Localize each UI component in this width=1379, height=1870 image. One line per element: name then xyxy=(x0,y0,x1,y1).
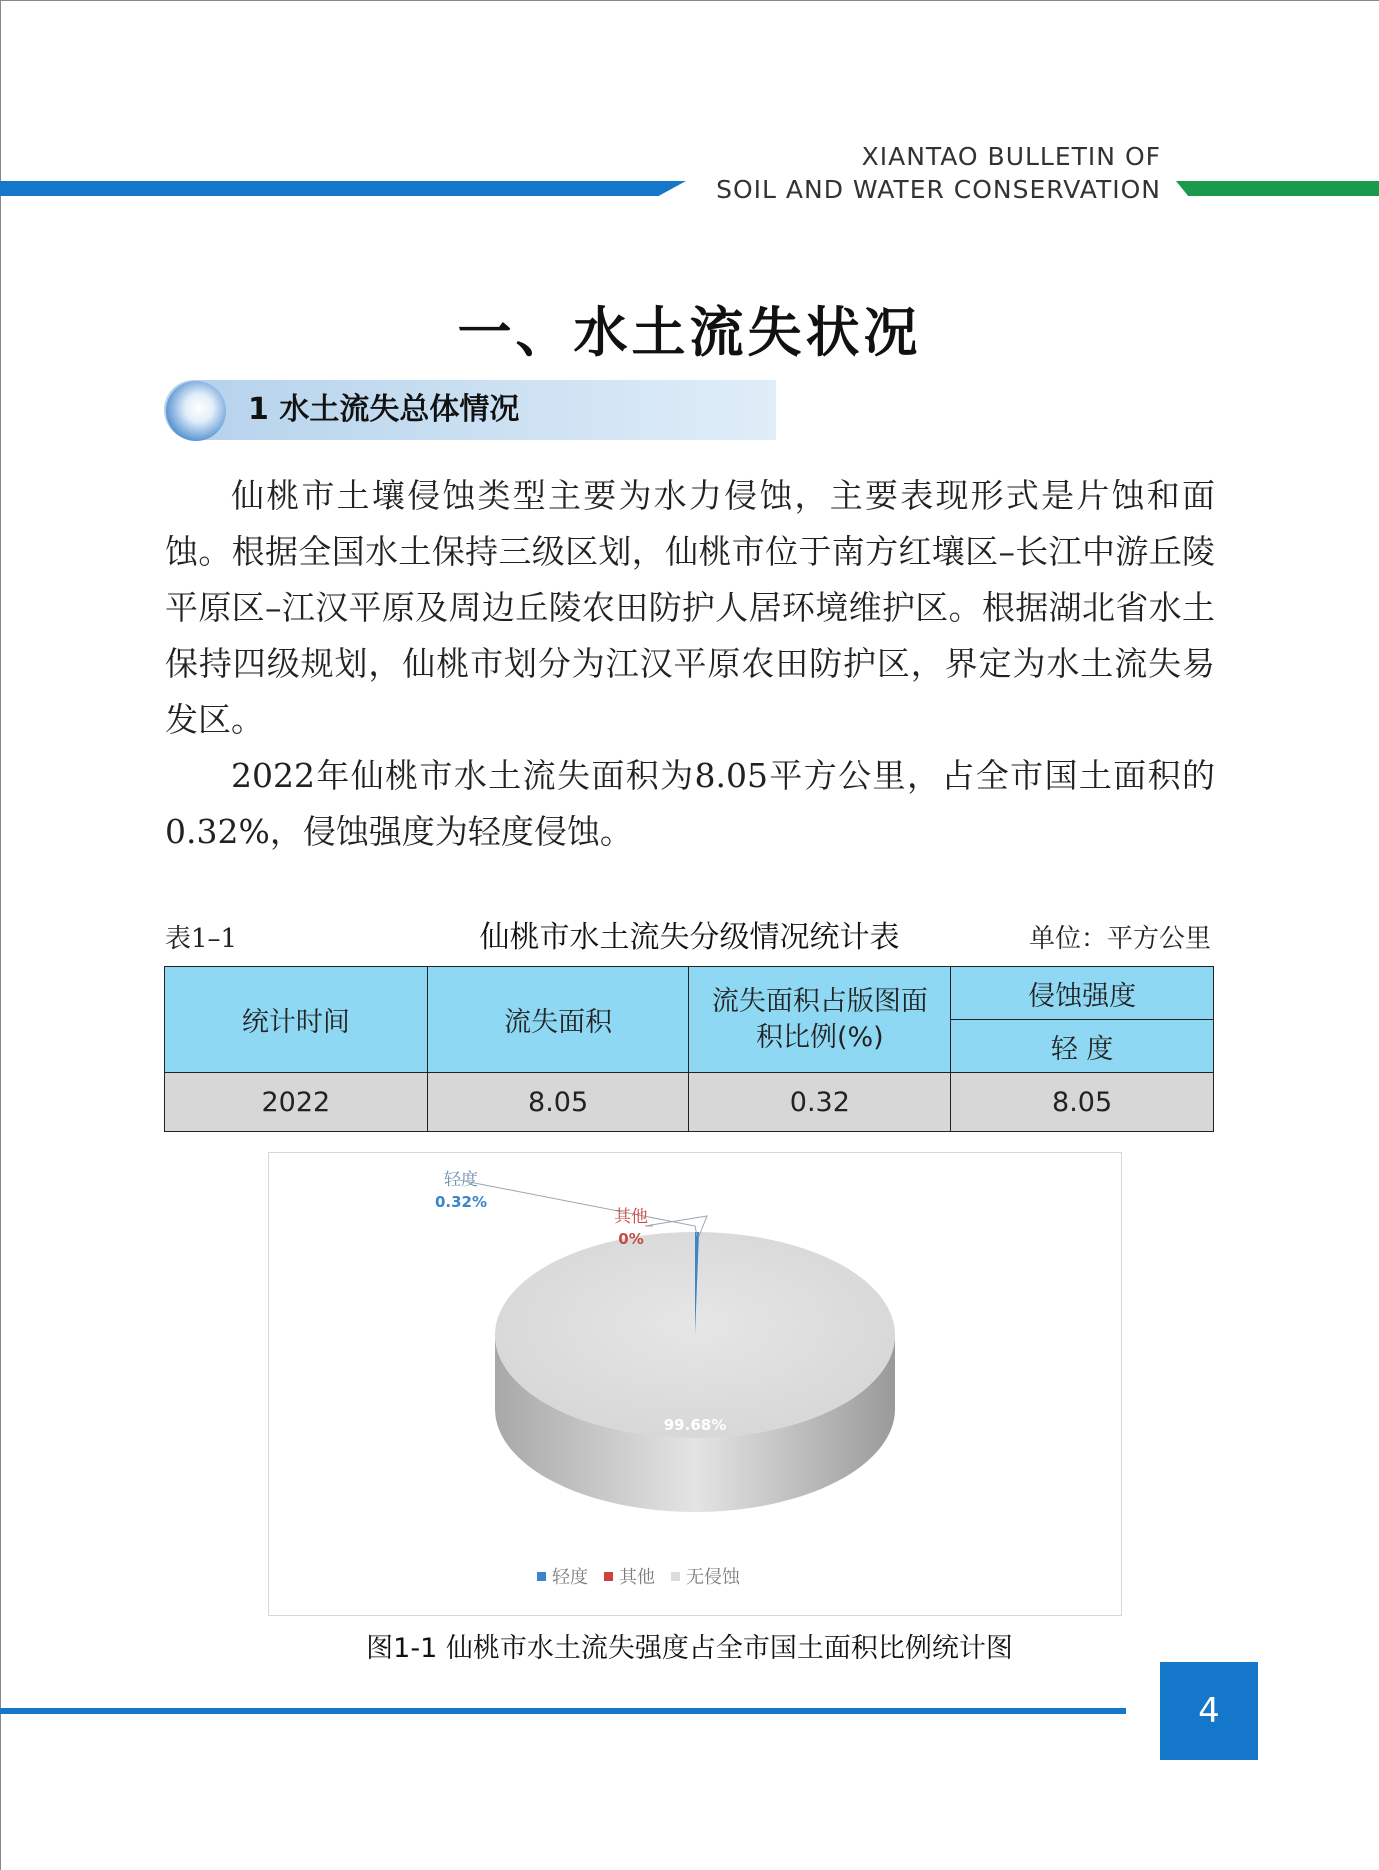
figure-caption: 图1-1 仙桃市水土流失强度占全市国土面积比例统计图 xyxy=(366,1633,1013,1664)
legend-swatch-0 xyxy=(537,1572,546,1581)
label-other-value: 0% xyxy=(618,1230,644,1248)
header-line-2: SOIL AND WATER CONSERVATION xyxy=(716,175,1161,204)
header-ratio: 流失面积占版图面积比例(%) xyxy=(689,967,951,1073)
header-green-stripe xyxy=(1176,181,1379,196)
pie-chart-svg xyxy=(269,1153,1121,1615)
table-title: 仙桃市水土流失分级情况统计表 xyxy=(479,920,900,955)
header-area: 流失面积 xyxy=(427,967,689,1073)
leader-line-light xyxy=(459,1180,697,1236)
label-other-name: 其他 xyxy=(614,1207,648,1227)
legend-swatch-1 xyxy=(604,1572,613,1581)
legend-label-0: 轻度 xyxy=(552,1567,588,1588)
legend-label-2: 无侵蚀 xyxy=(686,1567,740,1588)
footer-line xyxy=(0,1708,1126,1714)
table-label: 表1–1 xyxy=(165,924,238,954)
legend-swatch-2 xyxy=(671,1572,680,1581)
table-row xyxy=(165,1073,1214,1132)
section-title: 1 水土流失总体情况 xyxy=(248,392,520,427)
label-light-name: 轻度 xyxy=(444,1170,478,1190)
statistics-table xyxy=(164,966,1214,1132)
paragraph-1: 仙桃市土壤侵蚀类型主要为水力侵蚀，主要表现形式是片蚀和面蚀。根据全国水土保持三级区划，仙桃市位于南方红壤区–长江中游丘陵平原区–江汉平原及周边丘陵农田防护人居环境维护区。根据湖北省水土保持四级规划，仙桃市划分为江汉平原农田防护区，界定为水土流失易发区。 xyxy=(165,476,1215,739)
cell-time: 2022 xyxy=(165,1073,428,1132)
paragraph-2: 2022年仙桃市水土流失面积为8.05平方公里，占全市国土面积的0.32%，侵蚀强度为轻度侵蚀。 xyxy=(165,756,1215,851)
header-blue-stripe xyxy=(0,181,686,196)
header-time: 统计时间 xyxy=(165,967,428,1073)
section-bullet-icon xyxy=(166,381,226,441)
running-header xyxy=(716,140,1161,206)
page-number: 4 xyxy=(1160,1662,1258,1760)
table-unit: 单位：平方公里 xyxy=(1028,924,1211,954)
body-text xyxy=(165,468,1215,860)
cell-light: 8.05 xyxy=(951,1073,1214,1132)
cell-area: 8.05 xyxy=(427,1073,689,1132)
pie-chart xyxy=(268,1152,1122,1616)
header-intensity: 侵蚀强度 xyxy=(951,967,1214,1020)
label-light-value: 0.32% xyxy=(434,1193,488,1211)
legend-label-1: 其他 xyxy=(619,1567,655,1588)
header-line-1: XIANTAO BULLETIN OF xyxy=(861,142,1161,171)
cell-ratio: 0.32 xyxy=(689,1073,951,1132)
chapter-title: 一、水土流失状况 xyxy=(457,300,922,364)
header-light: 轻 度 xyxy=(951,1020,1214,1073)
label-none-value: 99.68% xyxy=(663,1416,727,1434)
